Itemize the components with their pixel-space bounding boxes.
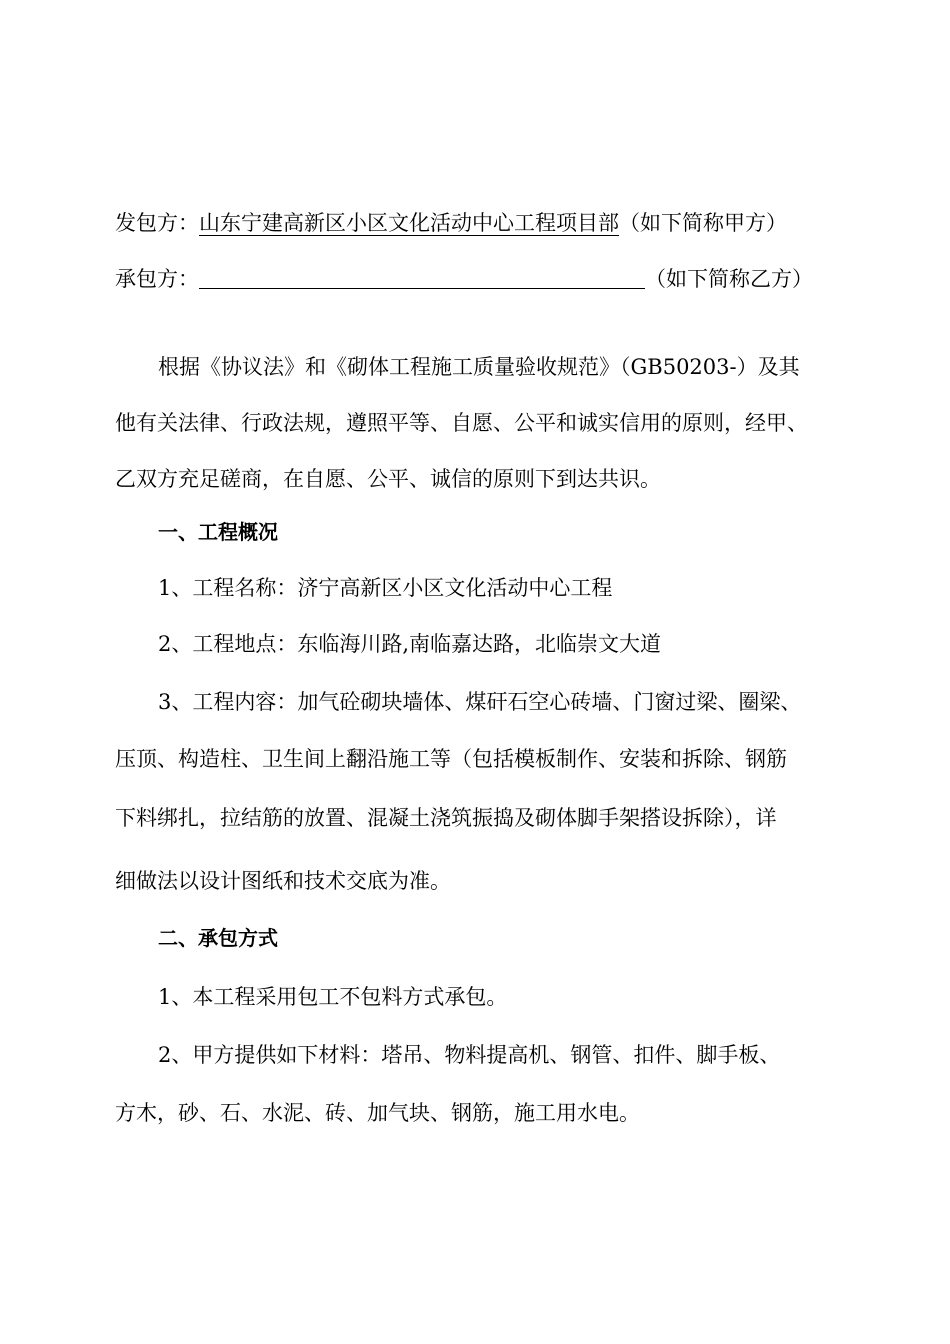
intro-line-3: 乙双方充足磋商，在自愿、公平、诚信的原则下到达共识。 xyxy=(115,467,661,491)
section1-item-2: 2、工程地点：东临海川路,南临嘉达路，北临崇文大道 xyxy=(158,632,662,656)
section1-item-3-line-2: 压顶、构造柱、卫生间上翻沿施工等（包括模板制作、安装和拆除、钢筋 xyxy=(115,747,787,771)
employer-line xyxy=(115,208,787,238)
section1-item-1: 1、工程名称：济宁高新区小区文化活动中心工程 xyxy=(158,576,613,600)
employer-note: （如下简称甲方） xyxy=(619,211,787,235)
contractor-name-blank xyxy=(199,266,645,289)
section1-item-3-line-1: 3、工程内容：加气砼砌块墙体、煤矸石空心砖墙、门窗过梁、圈梁、 xyxy=(158,690,802,714)
contractor-label: 承包方： xyxy=(115,267,199,291)
contractor-note: （如下简称乙方） xyxy=(645,267,813,291)
employer-name: 山东宁建高新区小区文化活动中心工程项目部 xyxy=(199,211,619,235)
section2-item-2-line-1: 2、甲方提供如下材料：塔吊、物料提高机、钢管、扣件、脚手板、 xyxy=(158,1043,781,1067)
employer-label: 发包方： xyxy=(115,211,199,235)
section1-item-3-line-4: 细做法以设计图纸和技术交底为准。 xyxy=(115,869,451,893)
section2-heading: 二、承包方式 xyxy=(158,926,278,950)
section2-item-1: 1、本工程采用包工不包料方式承包。 xyxy=(158,985,508,1009)
section1-item-3-line-3: 下料绑扎，拉结筋的放置、混凝土浇筑振捣及砌体脚手架搭设拆除），详 xyxy=(115,806,777,830)
intro-line-1: 根据《协议法》和《砌体工程施工质量验收规范》（GB50203-）及其 xyxy=(158,355,800,379)
contractor-line xyxy=(115,264,813,294)
intro-line-2: 他有关法律、行政法规，遵照平等、自愿、公平和诚实信用的原则，经甲、 xyxy=(115,411,808,435)
section1-heading: 一、工程概况 xyxy=(158,520,278,544)
section2-item-2-line-2: 方木，砂、石、水泥、砖、加气块、钢筋，施工用水电。 xyxy=(115,1101,640,1125)
